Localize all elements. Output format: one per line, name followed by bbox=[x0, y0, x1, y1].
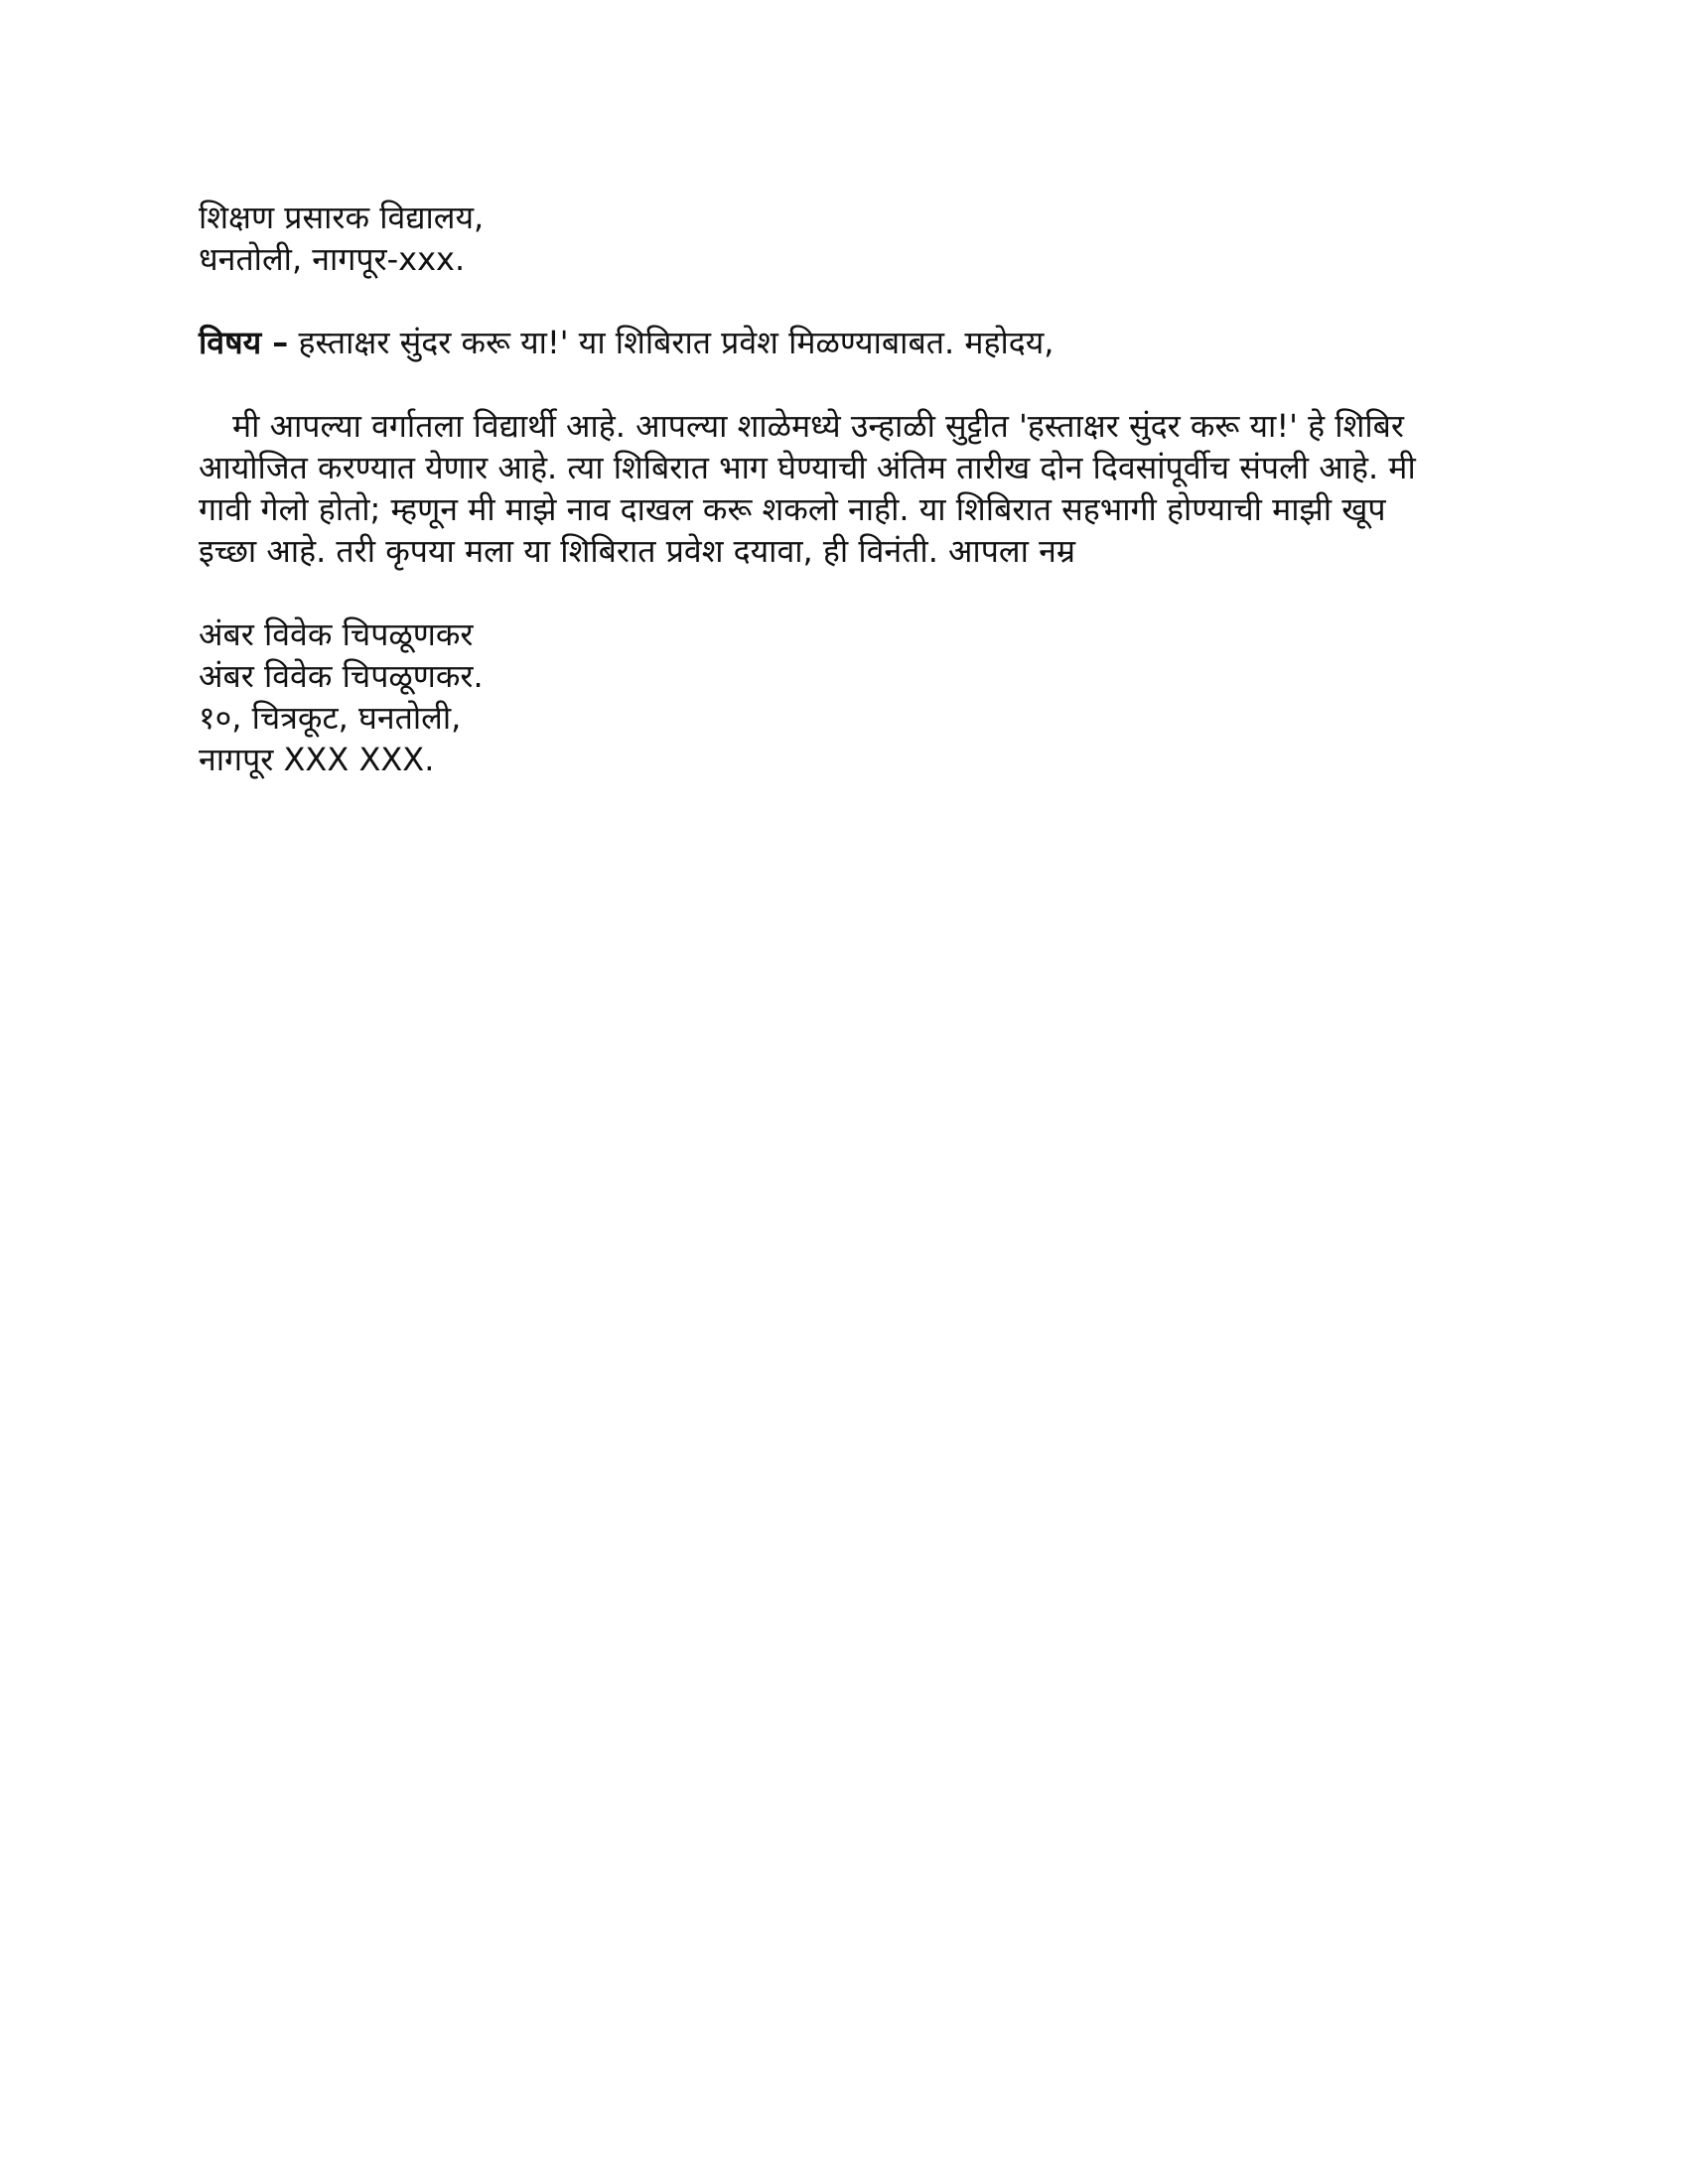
subject-text: हस्ताक्षर सुंदर करू या!' या शिबिरात प्रवेश मिळण्याबाबत. महोदय, bbox=[298, 324, 1055, 361]
recipient-address bbox=[199, 197, 1450, 280]
signed-name: अंबर विवेक चिपळूणकर bbox=[199, 615, 474, 653]
sender-name: अंबर विवेक चिपळूणकर. bbox=[199, 657, 484, 695]
recipient-line-2: धनतोली, नागपूर-xxx. bbox=[199, 240, 466, 278]
subject-line bbox=[199, 322, 1450, 363]
sender-address-line-1: १०, चित्रकूट, घनतोली, bbox=[199, 699, 462, 737]
signature-block bbox=[199, 614, 1450, 780]
body-paragraph: मी आपल्या वर्गातला विद्यार्थी आहे. आपल्या शाळेमध्ये उन्हाळी सुट्टीत 'हस्ताक्षर सुंदर करू या!' हे शिबिर आयोजित करण्यात येणार आहे. त्या शिबिरात भाग घेण्याची अंतिम तारीख दोन दिवसांपूर्वीच संपली आहे. मी गावी गेलो होतो; म्हणून मी माझे नाव दाखल करू शकलो नाही. या शिबिरात सहभागी होण्याची माझी खूप इच्छा आहे. तरी कृपया मला या शिबिरात प्रवेश दयावा, ही विनंती. आपला नम्र bbox=[199, 407, 1416, 570]
sender-address-line-2: नागपूर XXX XXX. bbox=[199, 741, 435, 778]
recipient-line-1: शिक्षण प्रसारक विद्यालय, bbox=[199, 199, 485, 236]
letter bbox=[199, 197, 1450, 780]
subject-label: विषय – bbox=[199, 324, 289, 361]
